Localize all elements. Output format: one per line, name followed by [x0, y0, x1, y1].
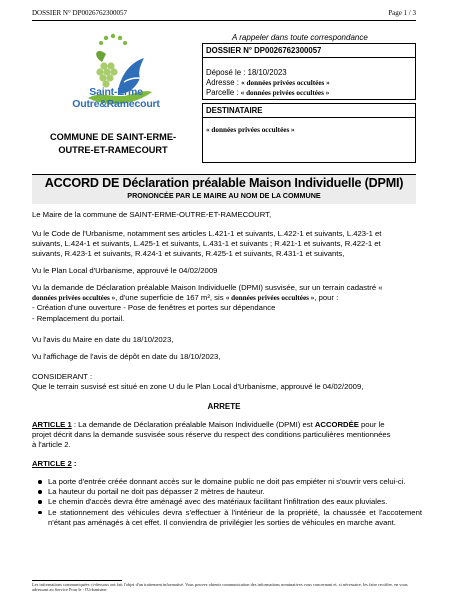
bullet-icon: [38, 500, 42, 504]
adresse-value: « données privées occultées »: [241, 79, 330, 87]
article-2-colon: :: [71, 459, 77, 468]
vu-demande-line2: [32, 293, 422, 303]
destinataire-title: DESTINATAIRE: [206, 106, 263, 115]
header-dossier-ref: DOSSIER N° DP0026762300057: [32, 9, 127, 17]
document-subtitle: PRONONCÉE PAR LE MAIRE AU NOM DE LA COMMUNE: [127, 191, 321, 200]
footer-rule: [32, 580, 122, 581]
page-header: [32, 9, 416, 21]
vu-code-line1: Vu le Code de l'Urbanisme, notamment ses articles L.421-1 et suivants, L.422-1 et suivants, L.423-1 et: [32, 229, 382, 238]
dossier-number: DOSSIER N° DP0026762300057: [206, 46, 322, 55]
adresse-label: Adresse :: [206, 78, 242, 87]
parcelle-value: « données privées occultées »: [240, 89, 330, 97]
destinataire-value: « données privées occultées »: [206, 126, 295, 134]
article-1-label: ARTICLE 1: [32, 420, 72, 429]
condition-text: La porte d'entrée créée donnant accès sur le domaine public ne doit pas empiéter ni s'ouvrir vers celui-ci.: [48, 477, 406, 486]
depose-value: 18/10/2023: [247, 68, 287, 77]
dossier-separator: [203, 57, 415, 58]
considerant-text: Que le terrain susvisé est situé en zone U du le Plan Local d'Urbanisme, approuvé le 04/02/2009,: [32, 382, 364, 392]
condition-text: La hauteur du portail ne doit pas dépasser 2 mètres de hauteur.: [48, 487, 265, 497]
superficie-text: , d'une superficie de 167 m², sis: [115, 293, 226, 303]
bullet-icon: [38, 511, 42, 515]
article-1-line1: [32, 420, 422, 430]
logo-text-line2: Outre&Ramecourt: [72, 98, 160, 110]
dossier-box: [202, 43, 416, 100]
commune-name: [38, 131, 188, 156]
condition-item: [32, 508, 422, 528]
condition-item: [32, 497, 422, 507]
footer-note: Les informations communiquées ci-dessous ont fait l'objet d'un traitement informatisé. Vous pouvez obtenir communication des informations nominatives vous concernant et, si nécessaire, les faire rectifier, en vous adressant au Service Pour le - l'Urbanisme.: [32, 582, 408, 593]
commune-line2: OUTRE-ET-RAMECOURT: [58, 144, 168, 155]
title-rule: [32, 174, 416, 175]
logo-stars: [99, 34, 127, 45]
parcelle-label: Parcelle :: [206, 88, 241, 97]
vu-demande: [32, 283, 422, 324]
article-1-line3: à l'article 2.: [32, 440, 71, 450]
pour-text: , pour :: [314, 293, 339, 303]
article-1-line2: projet décrit dans la demande susvisée sous réserve du respect des conditions particulières mentionnées: [32, 430, 391, 440]
document-title: ACCORD DE Déclaration préalable Maison Individuelle (DPMI): [44, 176, 404, 190]
vu-affichage: Vu l'affichage de l'avis de dépôt en date du 18/10/2023,: [32, 352, 221, 361]
header-rule: [32, 20, 416, 21]
arrete-heading: ARRETE: [207, 402, 241, 411]
article-2-label: ARTICLE 2: [32, 459, 72, 468]
bullet-icon: [38, 480, 42, 484]
vu-demande-line1: Vu la demande de Déclaration préalable Maison Individuelle (DPMI) susvisée, sur un terrain cadastré «: [32, 283, 383, 292]
vu-avis-maire: Vu l'avis du Maire en date du 18/10/2023,: [32, 335, 174, 344]
vu-code-line2: suivants, L.424-1 et suivants, L.425-1 et suivants, L.431-1 et suivants ; R.421-1 et suivants, R.422-1 et: [32, 239, 381, 249]
destinataire-separator: [203, 117, 415, 118]
adresse-private: « données privées occultées »: [225, 294, 315, 303]
article-1-text-c: pour le: [358, 420, 385, 429]
considerant-block: [32, 372, 422, 392]
article-1-decision: ACCORDÉE: [314, 420, 359, 429]
terrain-private: données privées occultées »: [32, 294, 116, 303]
vu-demande-line4: - Remplacement du portail.: [32, 313, 125, 323]
parcelle-line: [206, 88, 329, 97]
article-2-heading: [32, 459, 422, 469]
bullet-icon: [38, 490, 42, 494]
article-1: [32, 420, 422, 451]
vu-demande-line3: - Création d'une ouverture - Pose de fenêtres et portes sur dépendance: [32, 303, 276, 313]
condition-item: [32, 477, 422, 487]
commune-line1: COMMUNE DE SAINT-ERME-: [49, 132, 177, 142]
condition-item: [32, 487, 422, 497]
vu-code-urbanisme: [32, 229, 422, 260]
considerant-label: CONSIDERANT :: [32, 372, 93, 381]
depose-label: Déposé le :: [206, 68, 248, 77]
condition-text: Le chemin d'accès devra être aménagé avec des matériaux facilitant l'infiltration des eaux pluviales.: [48, 497, 388, 507]
logo-grapes: [96, 62, 117, 87]
article-1-text-a: : La demande de Déclaration préalable Maison Individuelle (DPMI) est: [71, 420, 315, 429]
adresse-line: [206, 78, 330, 87]
logo-leaf: [96, 51, 106, 62]
article-2-conditions: [32, 477, 422, 528]
destinataire-box: [202, 103, 416, 163]
intro-paragraph: Le Maire de la commune de SAINT-ERME-OUTRE-ET-RAMECOURT,: [32, 210, 272, 219]
depose-line: [206, 68, 287, 77]
vu-code-line3: suivants, R.423-1 et suivants, R.424-1 et suivants, R.425-1 et suivants, R.431-1 et suivants,: [32, 249, 345, 259]
logo-text-line1: Saint-Erme: [89, 86, 143, 98]
rappel-note: A rappeler dans toute correspondance: [232, 33, 368, 42]
condition-text: Le stationnement des véhicules devra s'effectuer à l'intérieur de la propriété, la chaussée et l'accotement n'étant pas aménagés à cet effet. Il conviendra de privilégier les sorties de véhicules en marche avant.: [48, 507, 422, 527]
vu-plu: Vu le Plan Local d'Urbanisme, approuvé le 04/02/2009: [32, 266, 218, 275]
header-page-number: Page 1 / 3: [388, 9, 416, 17]
